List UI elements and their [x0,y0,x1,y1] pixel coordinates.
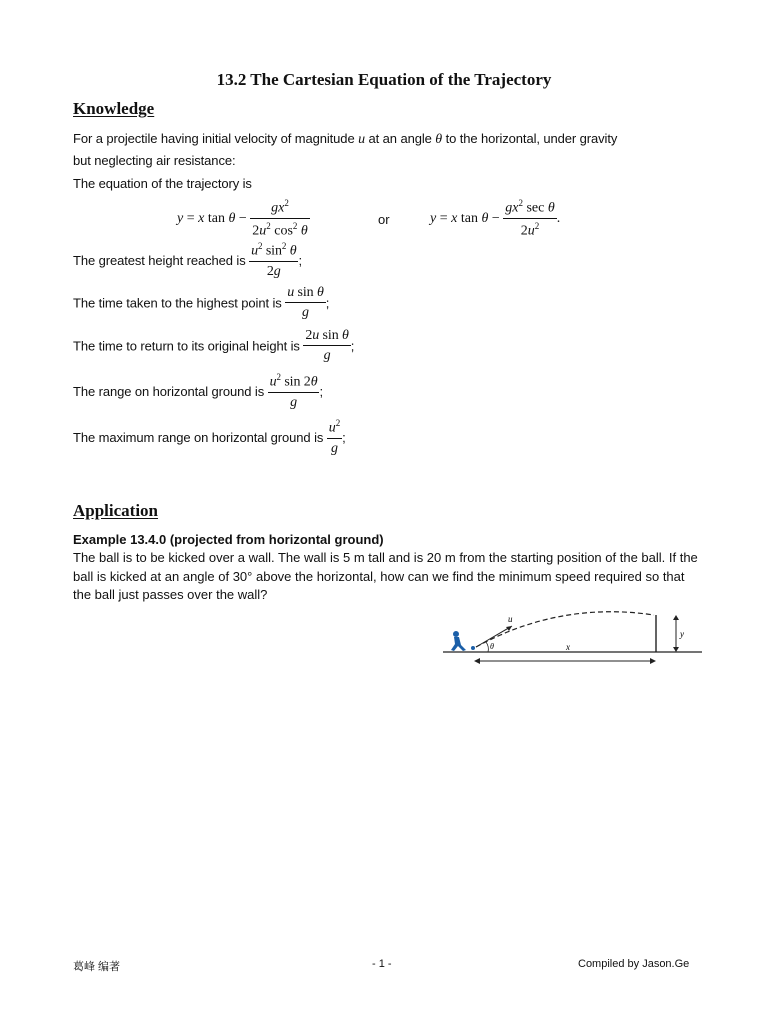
time-highest-formula: $\frac{\text{u sin θ}}{g}$ [287,285,324,320]
label-theta: θ [490,642,494,651]
or-label: or [378,212,390,227]
time-return-text: The time to return to its original height is [73,338,300,354]
height-arrow-top [673,615,679,620]
label-u: u [508,614,513,624]
time-highest-line: The time taken to the highest point is $\frac{\text{u sin θ}}{g}$ ; [73,285,330,320]
example-title: Example 13.4.0 (projected from horizontal ground) [73,532,384,547]
max-range-line: The maximum range on horizontal ground is $\frac{u^2}{g}$ ; [73,418,346,456]
trajectory-path [476,612,654,647]
knowledge-heading: Knowledge [73,99,155,118]
angle-arc [486,642,488,652]
footer-compiler: Compiled by Jason.Ge [578,958,690,970]
trajectory-equation-2: y = x tan θ − $\frac{gx^2 \sec \theta}{2u^2}$ . [430,198,561,239]
footer-author: 葛峰 编著 [73,961,121,973]
range-line: The range on horizontal ground is $\frac{u^2 \sin 2\theta}{g}$ ; [73,372,323,410]
symbol-theta: θ [435,132,443,147]
label-x: x [566,642,570,652]
page-number: - 1 - [372,958,392,970]
label-y: y [680,629,684,639]
example-text: The ball is to be kicked over a wall. The wall is 5 m tall and is 20 m from the starting position of the ball. If the ball is kicked at an angle of 30° above the horizontal, how can we find the minimum speed required so that the ball just passes over the wall? [73,550,698,602]
symbol-u: u [358,132,365,147]
time-return-formula: $\frac{\text{2u sin θ}}{g}$ [305,328,349,363]
equation-period: . [556,210,561,226]
range-formula: $\frac{u^2 \sin 2\theta}{g}$ [269,372,318,410]
max-range-formula: $\frac{u^2}{g}$ [328,418,341,456]
intro-text-1: For a projectile having initial velocity of magnitude [73,131,355,146]
greatest-height-formula: $\frac{u^2 \sin^2 \theta}{2g}$ [251,241,297,279]
trajectory-intro: The equation of the trajectory is [73,176,252,191]
kicker-figure [451,631,466,651]
intro-text-2: at an angle [368,131,432,146]
intro-line-2: but neglecting air resistance: [73,153,236,168]
trajectory-equation-1: y = x tan θ − $\frac{gx^2}{2u^2 \cos^2 \theta}$ [177,198,308,239]
range-text: The range on horizontal ground is [73,383,265,399]
time-return-line: The time to return to its original height is $\frac{\text{2u sin θ}}{g}$ ; [73,328,355,363]
greatest-height-text: The greatest height reached is [73,252,246,268]
ball-icon [471,646,475,650]
trajectory-equations [0,198,768,242]
application-heading: Application [73,501,159,520]
page-title: 13.2 The Cartesian Equation of the Trajectory [216,70,552,89]
intro-text-3: to the horizontal, under gravity [445,131,618,146]
distance-arrow-right [650,658,656,664]
time-highest-text: The time taken to the highest point is [73,295,282,311]
height-arrow-bottom [673,647,679,652]
greatest-height-line: The greatest height reached is $\frac{u^2 \sin^2 \theta}{2g}$ ; [73,241,302,279]
distance-arrow-left [474,658,480,664]
intro-line-1 [73,131,617,148]
projectile-diagram [440,606,705,670]
max-range-text: The maximum range on horizontal ground is [73,429,324,445]
velocity-arrow [476,626,512,647]
